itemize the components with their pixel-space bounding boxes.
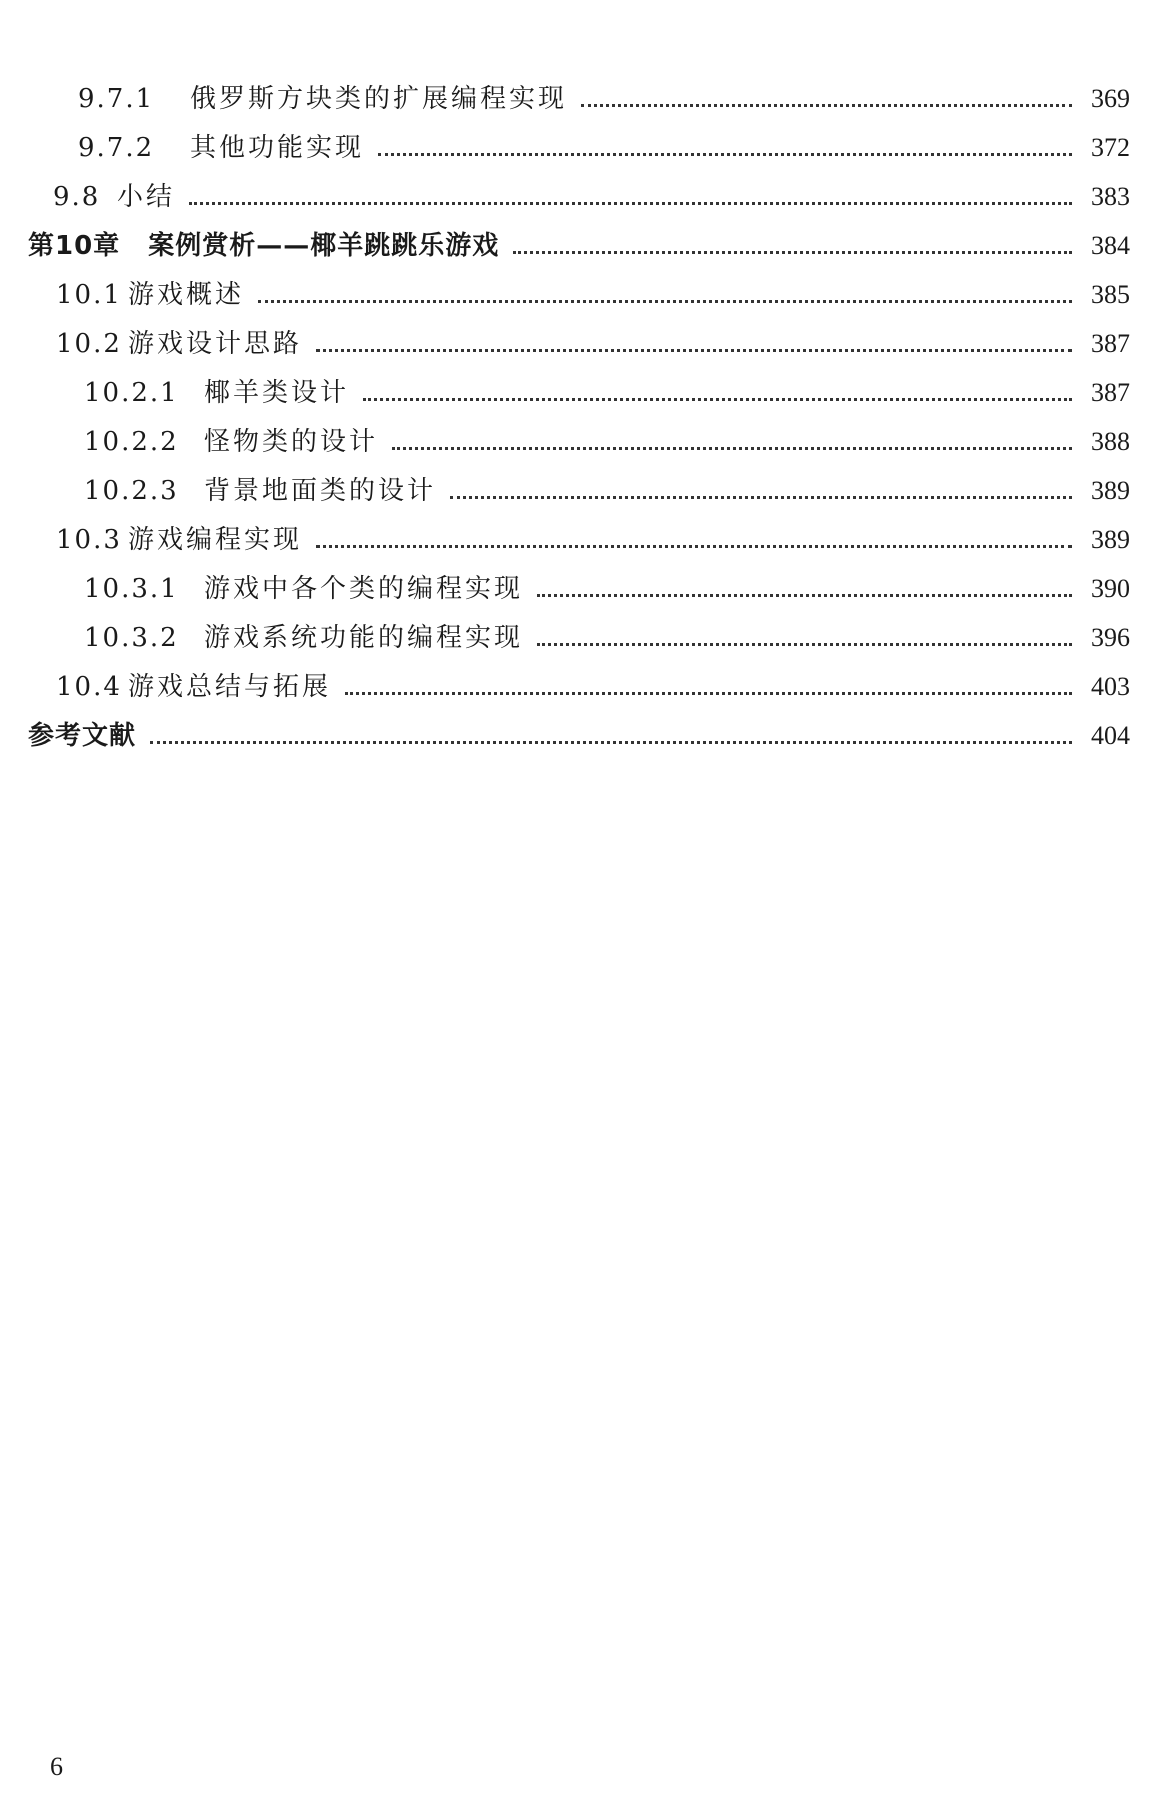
dot-leader: [537, 594, 1072, 597]
toc-entry-10-1: [28, 268, 1130, 317]
toc-entry-10-2-1: [28, 366, 1130, 415]
toc-page-number: 388: [1091, 427, 1130, 456]
toc-page-number: 383: [1091, 182, 1130, 211]
dot-leader: [581, 104, 1072, 107]
toc-page-number: 384: [1091, 231, 1130, 260]
toc-title: 游戏中各个类的编程实现: [204, 574, 524, 604]
toc-page-number: 385: [1091, 280, 1130, 309]
toc-title: 游戏总结与拓展: [128, 672, 332, 702]
dot-leader: [450, 496, 1072, 499]
toc-number: 10.3.2: [84, 623, 179, 653]
toc-chapter-number: 第10章: [28, 231, 121, 261]
dot-leader: [316, 349, 1072, 352]
toc-entry-9-8: [28, 170, 1130, 219]
toc-entry-10-2-2: [28, 415, 1130, 464]
toc-chapter-title: 案例赏析——椰羊跳跳乐游戏: [148, 231, 500, 261]
toc-title: 游戏概述: [128, 280, 245, 310]
toc-number: 10.2.1: [84, 378, 179, 408]
toc-references-title: 参考文献: [28, 721, 137, 751]
toc-page-number: 389: [1091, 476, 1130, 505]
toc-page-number: 390: [1091, 574, 1130, 603]
dot-leader: [363, 398, 1072, 401]
toc-number: 9.7.1: [78, 84, 155, 114]
toc-number: 10.4: [56, 672, 122, 702]
toc-title: 椰羊类设计: [204, 378, 350, 408]
toc-title: 背景地面类的设计: [204, 476, 437, 506]
dot-leader: [150, 741, 1072, 744]
toc-page-number: 403: [1091, 672, 1130, 701]
toc-number: 10.2.3: [84, 476, 179, 506]
dot-leader: [378, 153, 1072, 156]
toc-entry-10-2-3: [28, 464, 1130, 513]
toc-title: 俄罗斯方块类的扩展编程实现: [190, 84, 568, 114]
toc-entry-9-7-1: [28, 72, 1130, 121]
dot-leader: [537, 643, 1072, 646]
dot-leader: [345, 692, 1072, 695]
dot-leader: [258, 300, 1072, 303]
toc-number: 10.3: [56, 525, 122, 555]
toc-page-number: 387: [1091, 329, 1130, 358]
toc-page-number: 387: [1091, 378, 1130, 407]
toc-number: 9.7.2: [78, 133, 155, 163]
toc-entry-9-7-2: [28, 121, 1130, 170]
toc-page-number: 404: [1091, 721, 1130, 750]
dot-leader: [513, 251, 1072, 254]
toc-number: 10.2.2: [84, 427, 179, 457]
toc-entry-chapter-10: [28, 219, 1130, 268]
toc-entry-10-3-2: [28, 611, 1130, 660]
toc-title: 小结: [117, 182, 176, 212]
toc-title: 游戏编程实现: [128, 525, 303, 555]
toc-entry-references: [28, 709, 1130, 758]
toc-title: 怪物类的设计: [204, 427, 379, 457]
page-number: 6: [50, 1752, 63, 1781]
toc-entry-10-3: [28, 513, 1130, 562]
toc-entry-10-3-1: [28, 562, 1130, 611]
toc-number: 10.1: [56, 280, 122, 310]
toc-number: 10.2: [56, 329, 122, 359]
toc-page-number: 389: [1091, 525, 1130, 554]
toc-entry-10-4: [28, 660, 1130, 709]
toc-entry-10-2: [28, 317, 1130, 366]
toc-number: 9.8: [53, 182, 101, 212]
dot-leader: [316, 545, 1072, 548]
toc-number: 10.3.1: [84, 574, 179, 604]
toc-title: 游戏设计思路: [128, 329, 303, 359]
toc-title: 游戏系统功能的编程实现: [204, 623, 524, 653]
toc-page-number: 372: [1091, 133, 1130, 162]
toc-page-number: 369: [1091, 84, 1130, 113]
table-of-contents: [28, 72, 1130, 758]
toc-page-number: 396: [1091, 623, 1130, 652]
toc-title: 其他功能实现: [190, 133, 365, 163]
dot-leader: [189, 202, 1072, 205]
dot-leader: [392, 447, 1072, 450]
